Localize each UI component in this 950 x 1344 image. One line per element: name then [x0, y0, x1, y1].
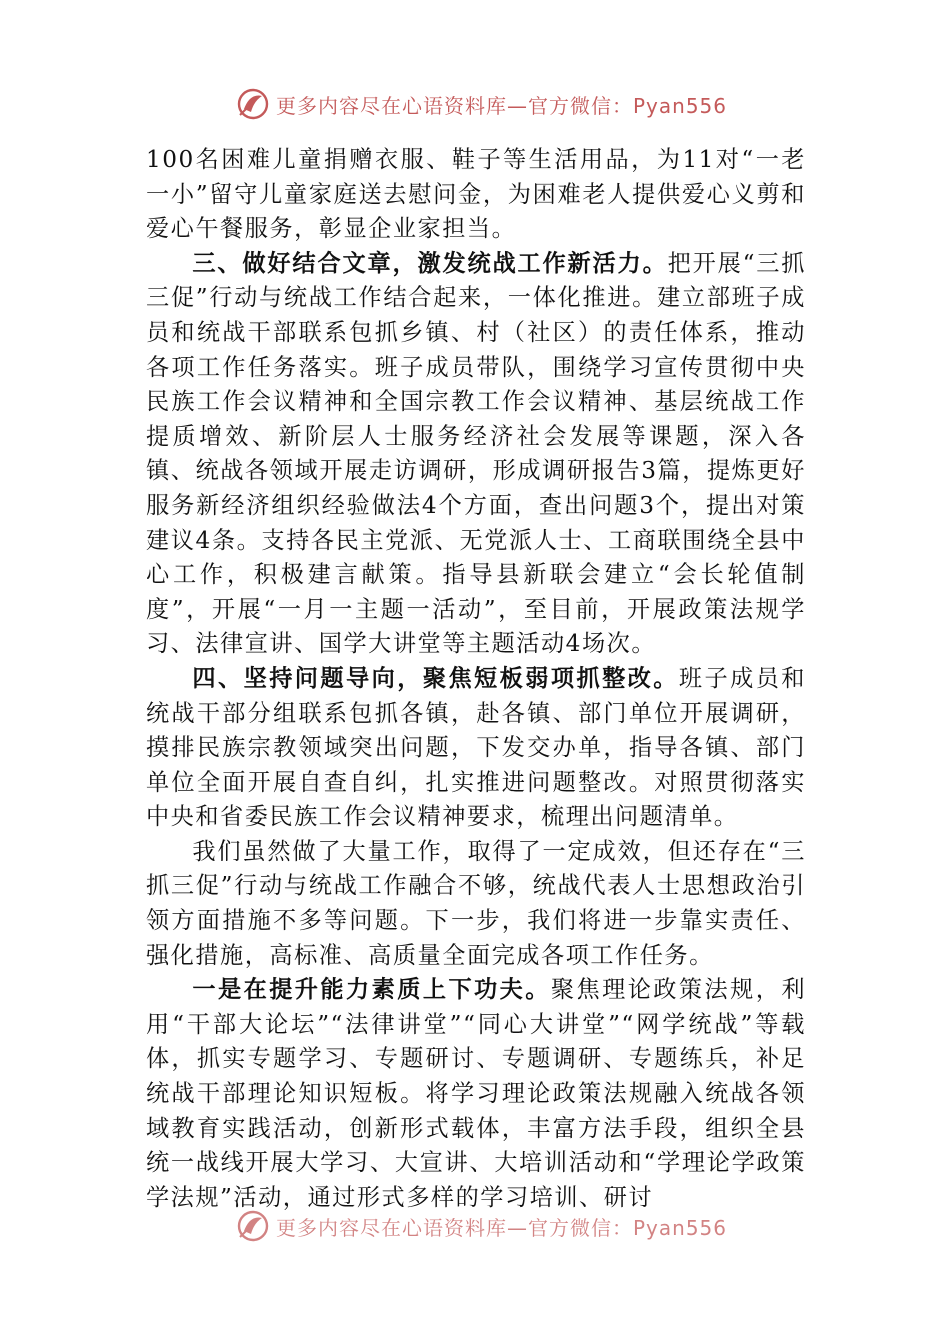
paragraph-1	[146, 143, 806, 247]
section-heading-3: 三、做好结合文章，激发统战工作新活力。	[192, 249, 668, 277]
paragraph-1-text: 100名困难儿童捐赠衣服、鞋子等生活用品，为11对“一老一小”留守儿童家庭送去慰问金，为困难老人提供爱心义剪和爱心午餐服务，彰显企业家担当。	[146, 146, 806, 243]
paragraph-4-text: 我们虽然做了大量工作，取得了一定成效，但还存在“三抓三促”行动与统战工作融合不够，统战代表人士思想政治引领方面措施不多等问题。下一步，我们将进一步靠实责任、强化措施，高标准、高质量全面完成各项工作任务。	[146, 837, 806, 969]
document-body	[146, 143, 806, 1215]
paragraph-3	[146, 662, 806, 835]
paragraph-2-text: 把开展“三抓三促”行动与统战工作结合起来，一体化推进。建立部班子成员和统战干部联系包抓乡镇、村（社区）的责任体系，推动各项工作任务落实。班子成员带队，围绕学习宣传贯彻中央民族工作会议精神和全国宗教工作会议精神、基层统战工作提质增效、新阶层人士服务经济社会发展等课题，深入各镇、统战各领域开展走访调研，形成调研报告3篇，提炼更好服务新经济组织经验做法4个方面，查出问题3个，提出对策建议4条。支持各民主党派、无党派人士、工商联围绕全县中心工作，积极建言献策。指导县新联会建立“会长轮值制度”，开展“一月一主题一活动”，至目前，开展政策法规学习、法律宣讲、国学大讲堂等主题活动4场次。	[146, 249, 806, 658]
header-watermark-text: 更多内容尽在心语资料库—官方微信：Pyan556	[276, 93, 728, 118]
header-watermark	[236, 84, 727, 124]
logo-icon	[236, 87, 270, 121]
paragraph-5-text: 聚焦理论政策法规，利用“干部大论坛”“法律讲堂”“同心大讲堂”“网学统战”等载体，抓实专题学习、专题研讨、专题调研、专题练兵，补足统战干部理论知识短板。将学习理论政策法规融入统战各领域教育实践活动，创新形式载体，丰富方法手段，组织全县统一战线开展大学习、大宣讲、大培训活动和“学理论学政策学法规”活动，通过形式多样的学习培训、研讨	[146, 976, 807, 1211]
paragraph-4	[146, 835, 806, 973]
paragraph-3-text: 班子成员和统战干部分组联系包抓各镇，赴各镇、部门单位开展调研，摸排民族宗教领域突出问题，下发交办单，指导各镇、部门单位全面开展自查自纠，扎实推进问题整改。对照贯彻落实中央和省委民族工作会议精神要求，梳理出问题清单。	[146, 664, 806, 831]
paragraph-2	[146, 247, 806, 662]
footer-watermark-text: 更多内容尽在心语资料库—官方微信：Pyan556	[276, 1215, 728, 1240]
section-heading-4: 四、坚持问题导向，聚焦短板弱项抓整改。	[192, 664, 679, 692]
section-heading-plan-1: 一是在提升能力素质上下功夫。	[192, 976, 551, 1004]
logo-icon	[236, 1209, 270, 1243]
paragraph-5	[146, 973, 806, 1215]
footer-watermark	[236, 1206, 727, 1246]
